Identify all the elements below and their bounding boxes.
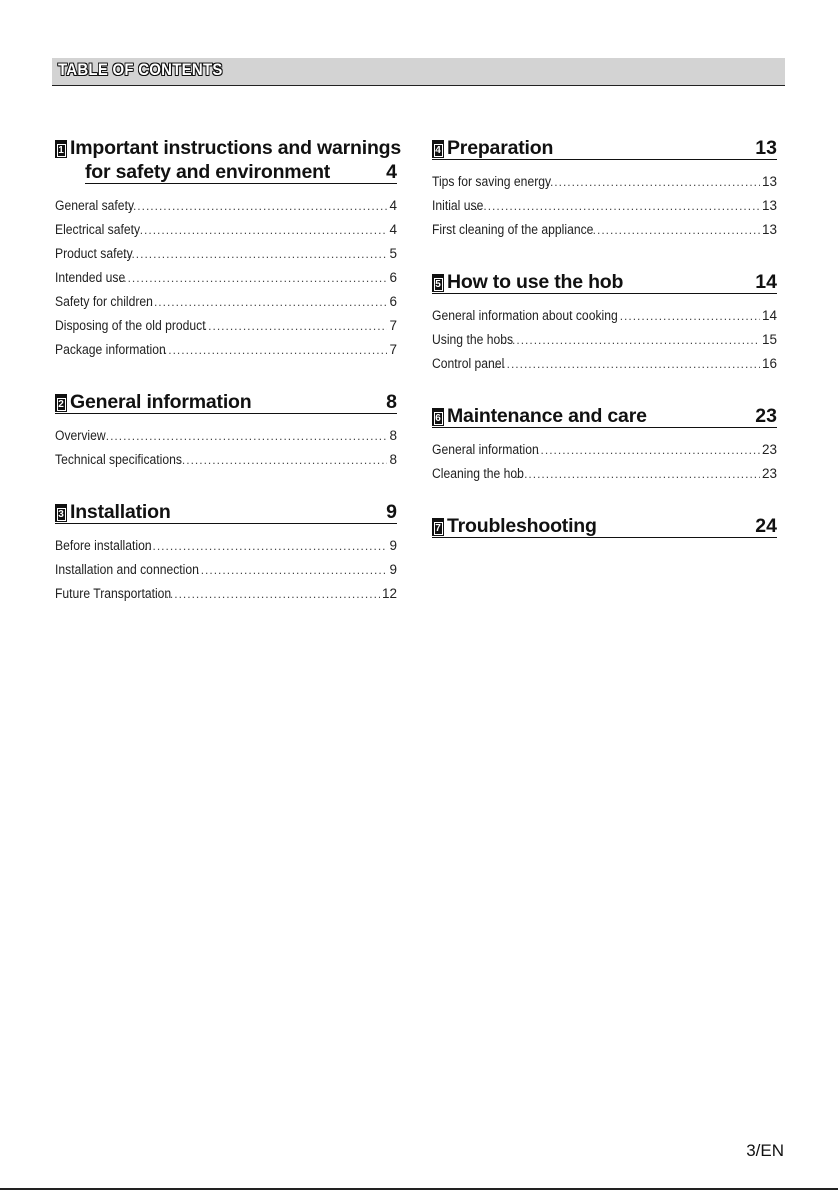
section-page: 8 — [386, 391, 397, 413]
dot-leader — [93, 424, 388, 448]
section-number-badge — [432, 274, 444, 292]
dot-leader — [131, 218, 387, 242]
section-page: 23 — [755, 405, 777, 427]
section-number-badge — [55, 140, 67, 158]
toc-section-1 — [55, 135, 402, 362]
section-page: 24 — [755, 515, 777, 537]
dot-leader — [124, 194, 387, 218]
toc-entry[interactable] — [432, 328, 777, 352]
toc-header-bar — [52, 58, 785, 86]
section-title: General information — [70, 391, 252, 413]
section-heading-line-2 — [85, 159, 397, 184]
section-number-badge — [432, 408, 444, 426]
entry-label: General safety — [55, 198, 135, 213]
toc-entry[interactable] — [55, 424, 397, 448]
entry-label: Initial use — [432, 198, 484, 213]
entry-label: Tips for saving energy — [432, 174, 552, 189]
section-heading[interactable] — [55, 389, 397, 414]
entry-page: 13 — [761, 198, 777, 213]
toc-section-3 — [55, 499, 397, 606]
section-heading-line-1 — [55, 135, 402, 159]
toc-entry[interactable] — [55, 582, 397, 606]
dot-leader — [144, 534, 388, 558]
section-heading-line — [432, 513, 777, 538]
section-heading-line — [55, 499, 397, 524]
section-number: 1 — [58, 145, 64, 156]
entry-label: Before installation — [55, 538, 152, 553]
entry-label: Safety for children — [55, 294, 153, 309]
section-number: 2 — [58, 399, 64, 410]
dot-leader — [546, 170, 760, 194]
dot-leader — [532, 438, 760, 462]
dot-leader — [503, 328, 760, 352]
entry-page: 14 — [761, 308, 777, 323]
section-title: Maintenance and care — [447, 405, 647, 427]
toc-entry[interactable] — [55, 338, 397, 362]
toc-title: TABLE OF CONTENTS — [58, 60, 223, 79]
entry-page: 23 — [761, 442, 777, 457]
entry-label: Future Transportation — [55, 586, 172, 601]
section-page: 9 — [386, 501, 397, 523]
section-title: Important instructions and warnings — [70, 137, 402, 159]
section-heading-line — [55, 389, 397, 414]
section-number-badge — [432, 518, 444, 536]
toc-entries — [432, 304, 777, 376]
dot-leader — [494, 352, 760, 376]
toc-section-7 — [432, 513, 777, 538]
entry-label: Package information — [55, 342, 166, 357]
entry-page: 4 — [389, 222, 397, 237]
toc-entry[interactable] — [55, 534, 397, 558]
entry-page: 7 — [389, 318, 397, 333]
toc-entry[interactable] — [55, 448, 397, 472]
dot-leader — [620, 304, 760, 328]
entry-label: Technical specifications — [55, 452, 182, 467]
section-heading-line — [432, 269, 777, 294]
entry-label: General information — [432, 442, 539, 457]
entry-page: 15 — [761, 332, 777, 347]
toc-entry[interactable] — [432, 304, 777, 328]
entry-label: Disposing of the old product — [55, 318, 206, 333]
entry-page: 23 — [761, 466, 777, 481]
section-title: Preparation — [447, 137, 554, 159]
section-number-badge — [55, 394, 67, 412]
section-heading[interactable] — [432, 513, 777, 538]
section-number-badge — [432, 140, 444, 158]
entry-label: First cleaning of the appliance — [432, 222, 594, 237]
section-number: 6 — [435, 413, 441, 424]
entry-page: 12 — [381, 586, 397, 601]
dot-leader — [204, 314, 388, 338]
toc-entry[interactable] — [55, 290, 397, 314]
entry-page: 9 — [389, 538, 397, 553]
toc-entry[interactable] — [55, 218, 397, 242]
section-title-continued: for safety and environment — [85, 161, 331, 183]
entry-page: 8 — [389, 428, 397, 443]
entry-page: 8 — [389, 452, 397, 467]
entry-label: Overview — [55, 428, 106, 443]
section-title: Troubleshooting — [447, 515, 597, 537]
entry-page: 7 — [389, 342, 397, 357]
dot-leader — [115, 266, 388, 290]
dot-leader — [166, 582, 380, 606]
toc-entry[interactable] — [432, 170, 777, 194]
section-number: 7 — [435, 523, 441, 534]
section-heading[interactable] — [432, 403, 777, 428]
toc-entry[interactable] — [432, 218, 777, 242]
toc-entries — [55, 194, 397, 362]
toc-entry[interactable] — [432, 194, 777, 218]
dot-leader — [178, 448, 388, 472]
toc-entry[interactable] — [432, 462, 777, 486]
section-page: 4 — [386, 161, 397, 183]
toc-right-column — [432, 135, 777, 565]
toc-entry[interactable] — [55, 314, 397, 338]
toc-entry[interactable] — [432, 438, 777, 462]
page-number: 3/EN — [746, 1141, 784, 1160]
toc-entries — [55, 424, 397, 472]
dot-leader — [470, 194, 760, 218]
entry-page: 9 — [389, 562, 397, 577]
entry-label: Intended use — [55, 270, 126, 285]
toc-entry[interactable] — [55, 242, 397, 266]
toc-entries — [432, 170, 777, 242]
entry-label: Electrical safety — [55, 222, 141, 237]
entry-label: Cleaning the hob — [432, 466, 524, 481]
section-title: Installation — [70, 501, 171, 523]
section-heading[interactable] — [55, 135, 402, 184]
entry-label: Product safety — [55, 246, 133, 261]
toc-entry[interactable] — [55, 266, 397, 290]
dot-leader — [593, 218, 760, 242]
entry-label: Control panel — [432, 356, 505, 371]
section-number: 4 — [435, 145, 441, 156]
toc-section-5 — [432, 269, 777, 376]
toc-entry[interactable] — [55, 558, 397, 582]
section-number: 3 — [58, 509, 64, 520]
dot-leader — [160, 338, 388, 362]
section-number: 5 — [435, 279, 441, 290]
section-heading[interactable] — [432, 269, 777, 294]
toc-section-6 — [432, 403, 777, 486]
section-title: How to use the hob — [447, 271, 624, 293]
section-page: 13 — [755, 137, 777, 159]
toc-section-2 — [55, 389, 397, 472]
dot-leader — [123, 242, 388, 266]
entry-page: 4 — [389, 198, 397, 213]
section-heading-line — [432, 135, 777, 160]
toc-left-column — [55, 135, 402, 633]
section-heading[interactable] — [55, 499, 397, 524]
toc-section-4 — [432, 135, 777, 242]
section-page: 14 — [755, 271, 777, 293]
entry-page: 16 — [761, 356, 777, 371]
dot-leader — [145, 290, 387, 314]
section-heading-line — [432, 403, 777, 428]
entry-page: 6 — [389, 270, 397, 285]
entry-label: Using the hobs — [432, 332, 514, 347]
bottom-divider — [0, 1188, 838, 1190]
toc-entry[interactable] — [55, 194, 397, 218]
entry-page: 5 — [389, 246, 397, 261]
dot-leader — [515, 462, 760, 486]
entry-label: General information about cooking — [432, 308, 618, 323]
entry-page: 13 — [761, 222, 777, 237]
section-heading[interactable] — [432, 135, 777, 160]
dot-leader — [196, 558, 387, 582]
entry-label: Installation and connection — [55, 562, 199, 577]
entry-page: 6 — [389, 294, 397, 309]
toc-entries — [55, 534, 397, 606]
toc-entry[interactable] — [432, 352, 777, 376]
entry-page: 13 — [761, 174, 777, 189]
toc-entries — [432, 438, 777, 486]
section-number-badge — [55, 504, 67, 522]
